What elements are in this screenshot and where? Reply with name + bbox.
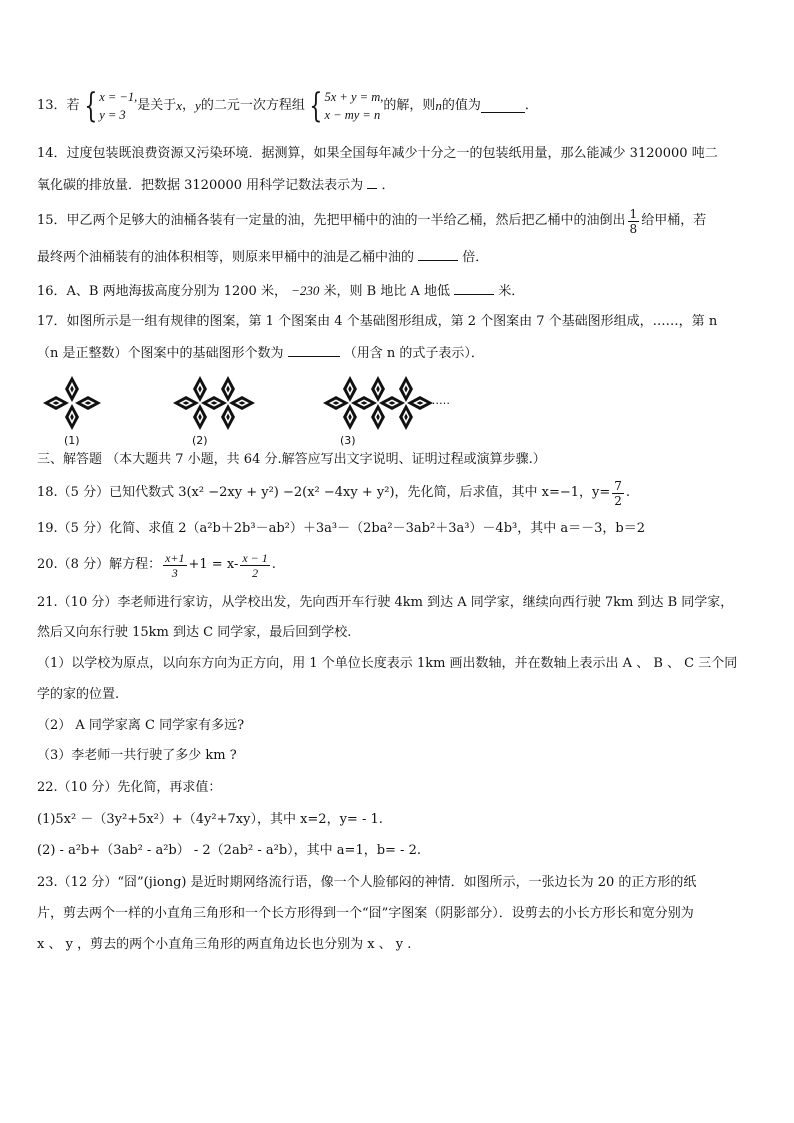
q22-title: 22.（10 分）先化简，再求值： — [37, 780, 222, 795]
q13-answer-blank[interactable] — [481, 99, 525, 113]
pattern-3 — [323, 376, 433, 430]
q16-text-c: 米． — [498, 284, 525, 299]
q15-fraction — [628, 207, 640, 236]
q13-line — [37, 86, 538, 126]
q23-line2: 片，剪去两个一样的小直角三角形和一个长方形得到一个“囧”字图案（阴影部分）．设剪去的小长方形长和宽分别为 — [37, 906, 694, 921]
q15-line2 — [37, 247, 488, 267]
q14-line2-end: ． — [381, 178, 395, 193]
q20-fraction-1 — [163, 551, 186, 580]
q21-sub1-line1: （1）以学校为原点，以向东方向为正方向，用 1 个单位长度表示 1km 画出数轴，并在数轴上表示出 A 、 B 、 C 三个同 — [37, 656, 738, 671]
q23-line1: 23.（12 分）“囧”(jiong) 是近时期网络流行语，像一个人脸郁闷的神情．如图所示，一张边长为 20 的正方形的纸 — [37, 875, 697, 890]
q20-text-b: +1 = x- — [188, 557, 239, 572]
q18-end: . — [625, 485, 631, 500]
q21-sub2: （2） A 同学家离 C 同学家有多远? — [37, 718, 245, 733]
q17-pattern-figure — [40, 372, 480, 452]
fig-label-3: (3) — [340, 434, 356, 447]
pattern-diagram — [40, 372, 480, 434]
q15-line1-text: 15．甲乙两个足够大的油桶各装有一定量的油，先把甲桶中的油的一半给乙桶，然后把乙桶中的油倒出 — [37, 213, 626, 228]
q23-line3: x 、 y ，剪去的两个小直角三角形的两直角边长也分别为 x 、 y . — [37, 937, 412, 952]
q17-line2 — [37, 343, 484, 363]
q20-frac2-num: x − 1 — [242, 550, 268, 565]
q20-line — [37, 546, 276, 584]
q16-text-a: 16．A、B 两地海拔高度分别为 1200 米， — [37, 284, 287, 299]
pattern-2 — [173, 376, 255, 430]
q17-answer-blank[interactable] — [288, 343, 340, 357]
q20-text-a: 20.（8 分）解方程： — [37, 557, 162, 572]
brace-icon: { — [309, 86, 323, 126]
q21-sub1-line2: 学的家的位置. — [37, 687, 120, 702]
q17-line2-end: （用含 n 的式子表示）． — [343, 346, 484, 361]
q16-answer-blank[interactable] — [454, 281, 494, 295]
q15-answer-blank[interactable] — [418, 247, 458, 261]
q18-text: 18.（5 分）已知代数式 3(x² −2xy + y²) −2(x² −4xy + y²)，先化简，后求值，其中 x=−1，y= — [37, 485, 611, 500]
q14-line2 — [37, 175, 394, 195]
q13-var-y: y — [195, 98, 201, 113]
q13-sol-row2: y = 3 — [99, 108, 126, 122]
q13-prefix: 13．若 — [37, 98, 80, 113]
q15-frac-den: 8 — [629, 221, 638, 236]
q16-line — [37, 281, 524, 301]
q13-equation-system — [305, 88, 384, 124]
q13-mid3: 的解，则 — [383, 98, 436, 113]
q13-end: ． — [524, 98, 538, 113]
q21-line1: 21.（10 分）李老师进行家访，从学校出发，先向西开车行驶 4km 到达 A 同学家，继续向西行驶 7km 到达 B 同学家， — [37, 595, 734, 610]
fig-label-2: (2) — [192, 434, 208, 447]
fig-ellipsis: …… — [428, 394, 450, 407]
pattern-1 — [43, 376, 101, 430]
q16-value: −230 — [291, 283, 320, 298]
q13-eq-row2: x − my = n — [324, 108, 381, 122]
q13-mid1: 是关于 — [137, 98, 177, 113]
q22-part2: (2) - a²b+（3ab² - a²b） - 2（2ab² - a²b），其中 a=1，b= - 2. — [37, 843, 421, 858]
q15-line1-end: 给甲桶，若 — [641, 213, 707, 228]
q15-line2-text: 最终两个油桶装有的油体积相等，则原来甲桶中的油是乙桶中油的 — [37, 250, 415, 265]
section-heading: 三、解答题 （本大题共 7 小题，共 64 分.解答应写出文字说明、证明过程或演算步骤.） — [37, 452, 546, 467]
q15-line2-end: 倍． — [462, 250, 489, 265]
q20-frac2-den: 2 — [252, 565, 259, 580]
q16-text-b: 米，则 B 地比 A 地低 — [323, 284, 451, 299]
q14-answer-blank[interactable] — [367, 175, 377, 189]
q14-line1: 14．过度包装既浪费资源又污染环境．据测算，如果全国每年减少十分之一的包装纸用量，那么能减少 3120000 吨二 — [37, 146, 718, 161]
q13-solution-system — [80, 88, 138, 124]
q20-frac1-num: x+1 — [165, 550, 185, 565]
q19-line: 19.（5 分）化简、求值 2（a²b＋2b³－ab²）＋3a³－（2ba²－3ab²＋3a³）－4b³，其中 a＝－3，b＝2 — [37, 521, 645, 536]
q13-mid2: 的二元一次方程组 — [200, 98, 305, 113]
q14-line2-text: 氧化碳的排放量．把数据 3120000 用科学记数法表示为 — [37, 178, 364, 193]
q13-var-n: n — [435, 98, 442, 113]
q17-line2-text: （n 是正整数）个图案中的基础图形个数为 — [37, 346, 284, 361]
q21-line2: 然后又向东行驶 15km 到达 C 同学家，最后回到学校. — [37, 625, 352, 640]
q13-sep: ， — [182, 98, 196, 113]
fig-label-1: (1) — [64, 434, 80, 447]
q20-frac1-den: 3 — [171, 565, 178, 580]
q13-var-x: x — [176, 98, 183, 113]
q15-frac-num: 1 — [629, 206, 638, 221]
q20-fraction-2 — [240, 551, 269, 580]
q18-line — [37, 476, 630, 510]
q17-line1: 17．如图所示是一组有规律的图案，第 1 个图案由 4 个基础图形组成，第 2 个图案由 7 个基础图形组成，……，第 n — [37, 314, 718, 329]
q15-line1 — [37, 204, 706, 238]
q13-sol-row1: x = −1, — [99, 90, 138, 104]
brace-icon: { — [83, 86, 97, 126]
q18-frac-den: 2 — [614, 493, 622, 508]
q22-part1: (1)5x² －（3y²+5x²）+（4y²+7xy），其中 x=2，y= - 1. — [37, 812, 383, 827]
q13-eq-row1: 5x + y = m, — [324, 90, 384, 104]
q20-end: . — [271, 557, 276, 572]
q18-fraction — [612, 479, 624, 508]
q13-suffix: 的值为 — [441, 98, 481, 113]
q18-frac-num: 7 — [614, 478, 622, 493]
q21-sub3: （3）李老师一共行驶了多少 km ? — [37, 748, 237, 763]
